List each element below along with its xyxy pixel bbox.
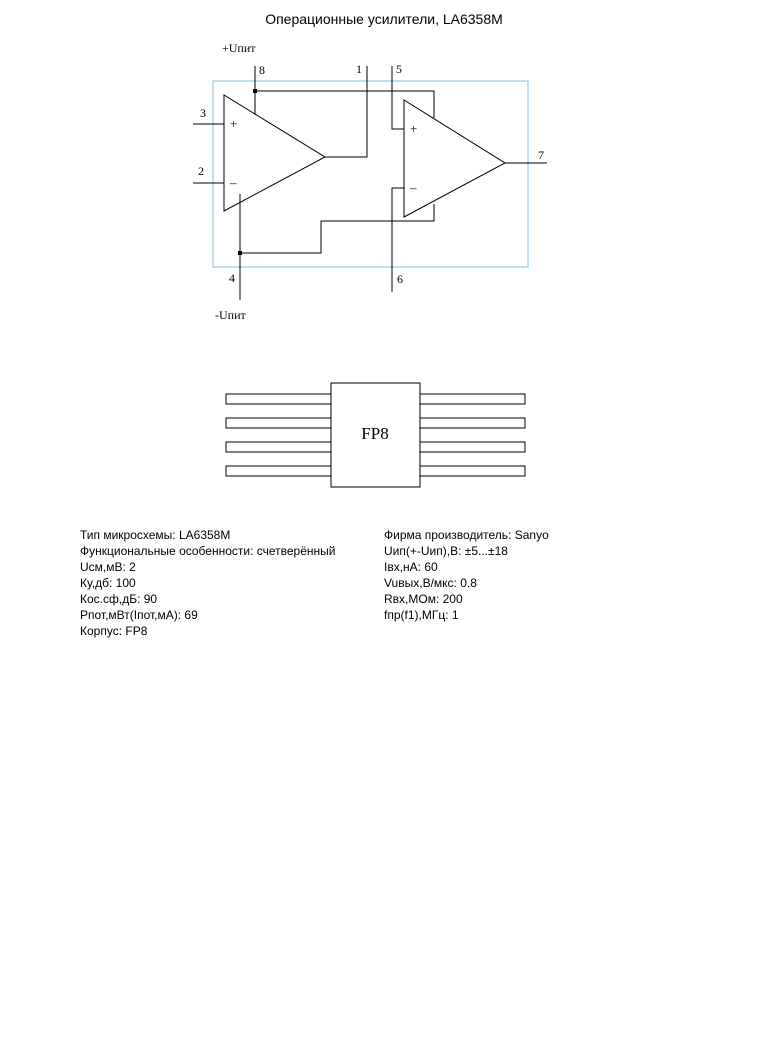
spec-gain: Ку,дб: 100: [80, 576, 136, 590]
specs-right-column: [384, 527, 549, 623]
pin-3-label: 3: [200, 106, 206, 120]
opamp-1-triangle: [224, 95, 325, 211]
package-lead-left-1: [226, 394, 331, 404]
spec-input-current: Iвх,нА: 60: [384, 560, 438, 574]
package-label: FP8: [361, 424, 389, 443]
supply-neg-label: -Uпит: [215, 308, 246, 322]
pin-1-label: 1: [356, 62, 362, 76]
junction-dot-pos: [253, 89, 257, 93]
spec-manufacturer: Фирма производитель: Sanyo: [384, 528, 549, 542]
spec-offset-voltage: Uсм,мВ: 2: [80, 560, 136, 574]
spec-slew-rate: Vuвых,В/мкс: 0.8: [384, 576, 477, 590]
opamp-1-plus: +: [230, 116, 238, 131]
package-lead-right-3: [420, 442, 525, 452]
chip-outline: [213, 81, 528, 267]
spec-input-resistance: Rвх,МОм: 200: [384, 592, 463, 606]
package-lead-left-3: [226, 442, 331, 452]
pin-8-label: 8: [259, 63, 265, 77]
pin-5-label: 5: [396, 62, 402, 76]
spec-cmrr: Кос.сф,дБ: 90: [80, 592, 158, 606]
pin-4-label: 4: [229, 271, 235, 285]
spec-supply-voltage: Uип(+-Uип),В: ±5...±18: [384, 544, 508, 558]
package-lead-right-2: [420, 418, 525, 428]
spec-frequency: fпр(f1),МГц: 1: [384, 608, 459, 622]
package-lead-right-1: [420, 394, 525, 404]
opamp-2-triangle: [404, 100, 505, 217]
opamp-1-minus: –: [230, 175, 237, 190]
pin-6-label: 6: [397, 272, 403, 286]
supply-pos-label: +Uпит: [222, 41, 256, 55]
page-title: Операционные усилители, LA6358M: [265, 11, 503, 27]
spec-package: Корпус: FP8: [80, 624, 148, 638]
junction-dot-neg: [238, 251, 242, 255]
package-lead-right-4: [420, 466, 525, 476]
specs-left-column: [80, 527, 336, 639]
spec-chip-type: Тип микросхемы: LA6358M: [80, 528, 231, 542]
supply-neg-rail: [240, 204, 434, 253]
opamp-2-minus: –: [410, 180, 417, 195]
package-lead-left-4: [226, 466, 331, 476]
pin-2-label: 2: [198, 164, 204, 178]
supply-pos-rail: [255, 91, 434, 118]
pin-1-wire: [325, 66, 367, 157]
spec-functional-features: Функциональные особенности: счетверённый: [80, 544, 336, 558]
spec-power: Pпот,мВт(Iпот,мА): 69: [80, 608, 198, 622]
opamp-2-plus: +: [410, 121, 418, 136]
pin-7-label: 7: [538, 148, 544, 162]
package-lead-left-2: [226, 418, 331, 428]
